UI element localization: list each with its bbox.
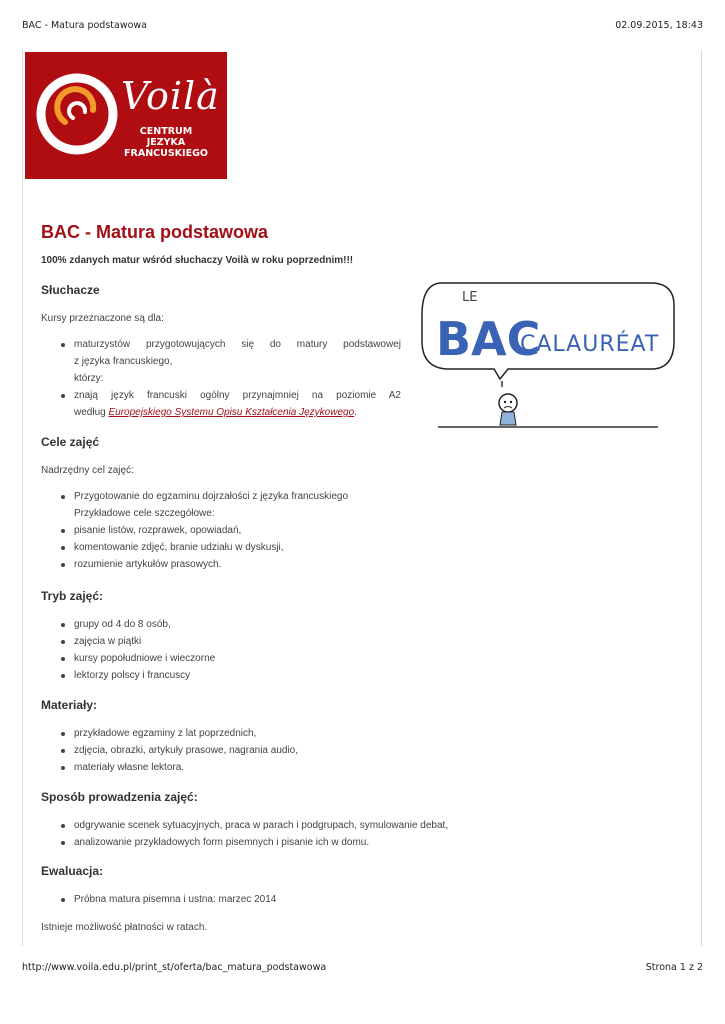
bullet-icon xyxy=(61,640,65,644)
list-item-text: rozumienie artykułów prasowych. xyxy=(74,559,222,570)
list-item xyxy=(41,522,641,539)
section-tryb xyxy=(41,589,641,684)
logo-brand: Voilà xyxy=(121,74,220,118)
bullet-icon xyxy=(61,674,65,678)
list-item xyxy=(41,650,641,667)
list-item xyxy=(41,387,401,421)
list-item-text: pisanie listów, rozprawek, opowiadań, xyxy=(74,525,242,536)
list-item-text: odgrywanie scenek sytuacyjnych, praca w parach i podgrupach, symulowanie debat, xyxy=(74,820,449,831)
print-footer-url: http://www.voila.edu.pl/print_st/oferta/bac_matura_podstawowa xyxy=(22,962,327,973)
section-heading: Sposób prowadzenia zajęć: xyxy=(41,790,198,804)
link-suffix: . xyxy=(354,407,357,418)
list-item-line: Przykładowe cele szczegółowe: xyxy=(74,508,215,519)
list-item xyxy=(41,667,641,684)
section-cele xyxy=(41,435,641,573)
bullet-icon xyxy=(61,343,65,347)
bullet-list xyxy=(41,817,681,851)
list-item-text: grupy od 4 do 8 osób, xyxy=(74,619,171,630)
list-item-line: którzy: xyxy=(74,373,104,384)
bullet-icon xyxy=(61,824,65,828)
list-item xyxy=(41,817,681,834)
list-item-text: przykładowe egzaminy z lat poprzednich, xyxy=(74,728,257,739)
bullet-icon xyxy=(61,657,65,661)
print-header xyxy=(22,20,703,31)
bullet-icon xyxy=(61,495,65,499)
list-item-text: Próbna matura pisemna i ustna: marzec 2014 xyxy=(74,894,277,905)
speech-bubble-illustration xyxy=(418,275,678,435)
bullet-icon xyxy=(61,898,65,902)
bullet-list xyxy=(41,725,641,776)
link-prefix: według xyxy=(74,407,109,418)
list-item-line: znają język francuski ogólny przynajmniej na poziomie A2 xyxy=(74,390,401,401)
list-item xyxy=(41,891,641,908)
list-item xyxy=(41,539,641,556)
section-text: Nadrzędny cel zajęć: xyxy=(41,465,134,476)
section-text: Kursy przeznaczone są dla: xyxy=(41,313,164,324)
list-item-text: analizowanie przykładowych form pisemnych i pisanie ich w domu. xyxy=(74,837,370,848)
logo-subtitle-line2: FRANCUSKIEGO xyxy=(124,148,208,159)
section-sluchacze xyxy=(41,283,401,421)
bullet-list xyxy=(41,616,641,684)
bullet-icon xyxy=(61,546,65,550)
page-title: BAC - Matura podstawowa xyxy=(41,222,269,242)
list-item-text: materiały własne lektora. xyxy=(74,762,185,773)
bubble-top-text: LE xyxy=(462,290,478,305)
esok-link[interactable]: Europejskiego Systemu Opisu Kształcenia Językowego xyxy=(108,407,355,418)
list-item xyxy=(41,633,641,650)
payment-note: Istnieje możliwość płatności w ratach. xyxy=(41,922,208,933)
print-header-datetime: 02.09.2015, 18:43 xyxy=(615,20,703,31)
bullet-icon xyxy=(61,394,65,398)
baccalaureat-illustration xyxy=(418,275,678,435)
list-item xyxy=(41,725,641,742)
list-item-text: zdjęcia, obrazki, artykuły prasowe, nagrania audio, xyxy=(74,745,299,756)
bubble-big-text: BAC xyxy=(436,312,541,366)
voila-logo[interactable] xyxy=(25,52,227,179)
section-ewaluacja xyxy=(41,864,641,933)
list-item xyxy=(41,759,641,776)
bullet-icon xyxy=(61,529,65,533)
section-materialy xyxy=(41,698,641,776)
list-item xyxy=(41,742,641,759)
print-footer-page: Strona 1 z 2 xyxy=(645,962,703,973)
print-footer xyxy=(22,962,703,973)
bubble-rest-text: CALAURÉAT xyxy=(520,332,660,357)
section-heading: Słuchacze xyxy=(41,283,100,297)
section-sposob xyxy=(41,790,681,851)
list-item-text: lektorzy polscy i francuscy xyxy=(74,670,191,681)
list-item-line: z języka francuskiego, xyxy=(74,356,173,367)
list-item xyxy=(41,556,641,573)
intro-text: 100% zdanych matur wśród słuchaczy Voilà w roku poprzednim!!! xyxy=(41,255,354,266)
logo-subtitle xyxy=(121,126,211,159)
bullet-list xyxy=(41,891,641,908)
bullet-icon xyxy=(61,766,65,770)
section-heading: Materiały: xyxy=(41,698,98,712)
bullet-icon xyxy=(61,749,65,753)
list-item xyxy=(41,616,641,633)
bullet-icon xyxy=(61,563,65,567)
print-header-title: BAC - Matura podstawowa xyxy=(22,20,148,31)
bullet-icon xyxy=(61,841,65,845)
bullet-list xyxy=(41,336,401,421)
bullet-icon xyxy=(61,623,65,627)
page-content xyxy=(22,50,702,946)
list-item-text: kursy popołudniowe i wieczorne xyxy=(74,653,216,664)
section-heading: Tryb zajęć: xyxy=(41,589,104,603)
list-item xyxy=(41,834,681,851)
list-item xyxy=(41,336,401,387)
bullet-list xyxy=(41,488,641,573)
list-item-line: Przygotowanie do egzaminu dojrzałości z języka francuskiego xyxy=(74,491,349,502)
section-heading: Ewaluacja: xyxy=(41,864,104,878)
section-heading: Cele zajęć xyxy=(41,435,100,449)
list-item-line xyxy=(74,404,401,421)
list-item-text: komentowanie zdjęć, branie udziału w dyskusji, xyxy=(74,542,284,553)
bullet-icon xyxy=(61,732,65,736)
list-item xyxy=(41,488,641,522)
logo-subtitle-line1: CENTRUM JEZYKA xyxy=(139,126,193,148)
list-item-text: zajęcia w piątki xyxy=(74,636,142,647)
list-item-line: maturzystów przygotowujących się do matury podstawowej xyxy=(74,339,401,350)
